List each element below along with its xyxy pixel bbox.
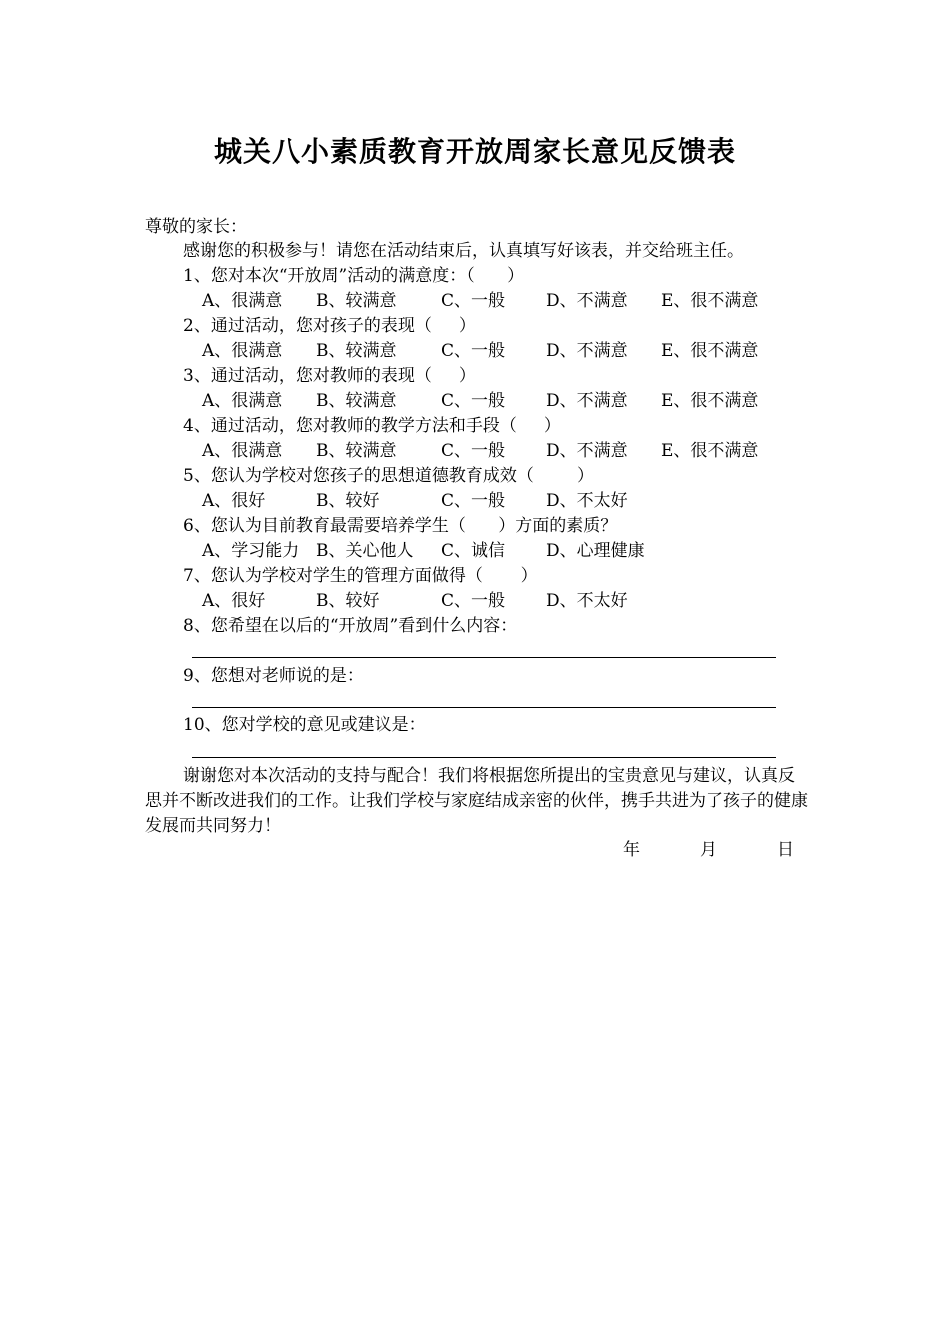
question-3: 3、通过活动，您对教师的表现（ ） [183,366,476,386]
question-2: 2、通过活动，您对孩子的表现（ ） [183,316,476,336]
option-c: C、一般 [441,441,506,461]
option-c: C、一般 [441,391,506,411]
greeting: 尊敬的家长： [145,217,247,237]
option-a: A、很满意 [202,291,283,311]
option-a: A、很满意 [202,341,283,361]
option-e: E、很不满意 [661,441,759,461]
date-year: 年 [623,840,640,860]
option-c: C、一般 [441,591,506,611]
closing-paragraph: 谢谢您对本次活动的支持与配合！我们将根据您所提出的宝贵意见与建议，认真反思并不断改进我们的工作。让我们学校与家庭结成亲密的伙伴，携手共进为了孩子的健康发展而共同努力！ [145,766,808,836]
date-month: 月 [700,840,717,860]
option-d: D、心理健康 [546,541,645,561]
option-c: C、一般 [441,291,506,311]
option-a: A、学习能力 [202,541,300,561]
option-d: D、不太好 [546,491,628,511]
option-b: B、较满意 [316,291,397,311]
question-4: 4、通过活动，您对教师的教学方法和手段（ ） [183,416,561,436]
option-d: D、不满意 [546,291,628,311]
option-b: B、较好 [316,591,380,611]
option-a: A、很满意 [202,441,283,461]
option-d: D、不太好 [546,591,628,611]
question-9: 9、您想对老师说的是： [183,666,364,686]
option-e: E、很不满意 [661,341,759,361]
page-title: 城关八小素质教育开放周家长意见反馈表 [213,135,736,168]
option-d: D、不满意 [546,391,628,411]
question-1: 1、您对本次“开放周”活动的满意度：（ ） [183,266,525,286]
option-a: A、很好 [202,591,266,611]
option-c: C、一般 [441,341,506,361]
option-b: B、较满意 [316,441,397,461]
question-10: 10、您对学校的意见或建议是： [183,715,426,735]
option-b: B、较满意 [316,341,397,361]
question-8: 8、您希望在以后的“开放周”看到什么内容： [183,616,518,636]
question-7: 7、您认为学校对学生的管理方面做得（ ） [183,566,538,586]
answer-line[interactable] [192,757,776,758]
intro-text: 感谢您的积极参与！请您在活动结束后，认真填写好该表，并交给班主任。 [183,241,744,261]
option-d: D、不满意 [546,341,628,361]
question-5: 5、您认为学校对您孩子的思想道德教育成效（ ） [183,466,595,486]
option-b: B、较满意 [316,391,397,411]
answer-line[interactable] [192,707,776,708]
date-day: 日 [777,840,794,860]
option-b: B、关心他人 [316,541,414,561]
option-c: C、一般 [441,491,506,511]
option-d: D、不满意 [546,441,628,461]
option-a: A、很好 [202,491,266,511]
option-e: E、很不满意 [661,391,759,411]
option-b: B、较好 [316,491,380,511]
answer-line[interactable] [192,657,776,658]
option-a: A、很满意 [202,391,283,411]
option-e: E、很不满意 [661,291,759,311]
option-c: C、诚信 [441,541,506,561]
question-6: 6、您认为目前教育最需要培养学生（ ）方面的素质？ [183,516,618,536]
